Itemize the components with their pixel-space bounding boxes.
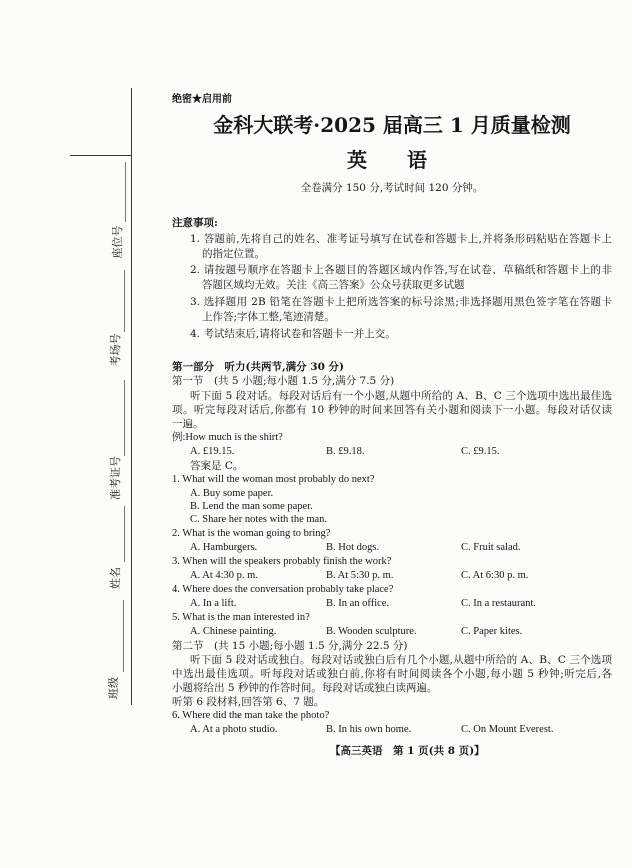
option-c: C. Share her notes with the man. bbox=[190, 514, 328, 525]
notice-item: 1. 答题前,先将自己的姓名、准考证号填写在试卷和答题卡上,并将条形码粘贴在答题卡上 bbox=[190, 233, 612, 245]
margin-field-name: 姓名 bbox=[109, 567, 122, 589]
option-c: C. Fruit salad. bbox=[461, 542, 521, 553]
example-question: 例:How much is the shirt? bbox=[172, 432, 283, 443]
margin-field-blank bbox=[124, 270, 125, 332]
section-directions: 听下面 5 段对话或独白。每段对话或独白后有几个小题,从题中所给的 A、B、C 三个选项 bbox=[190, 654, 612, 666]
option-c: C. At 6:30 p. m. bbox=[461, 570, 529, 581]
option-b: B. At 5:30 p. m. bbox=[326, 570, 394, 581]
option-a: A. In a lift. bbox=[190, 598, 237, 609]
question-text: 3. When will the speakers probably finish the work? bbox=[172, 556, 392, 567]
notice-heading: 注意事项: bbox=[172, 217, 218, 229]
part-heading: 第一部分 听力(共两节,满分 30 分) bbox=[172, 361, 345, 373]
option-b: B. Lend the man some paper. bbox=[190, 501, 313, 512]
option-b: B. In an office. bbox=[326, 598, 390, 609]
option-a: A. £19.15. bbox=[190, 446, 235, 457]
option-c: C. Paper kites. bbox=[461, 626, 523, 637]
question-text: 6. Where did the man take the photo? bbox=[172, 710, 330, 721]
section-directions: 项。听完每段对话后,你都有 10 秒钟的时间来回答有关小题和阅读下一小题。每段对话仅读 bbox=[172, 404, 612, 416]
binding-tick bbox=[70, 155, 131, 156]
notice-item: 2. 请按题号顺序在答题卡上各题目的答题区域内作答,写在试卷、草稿纸和答题卡上的非 bbox=[190, 264, 612, 276]
section-directions: 小题将给出 5 秒钟的作答时间。每段对话或独白读两遍。 bbox=[172, 682, 438, 694]
question-text: 2. What is the woman going to bring? bbox=[172, 528, 331, 539]
option-b: B. £9.18. bbox=[326, 446, 365, 457]
option-a: A. Chinese painting. bbox=[190, 626, 277, 637]
subject-title: 英 语 bbox=[347, 148, 437, 172]
option-b: B. In his own home. bbox=[326, 724, 412, 735]
binding-line bbox=[131, 88, 132, 705]
option-a: A. Hamburgers. bbox=[190, 542, 258, 553]
notice-item-continuation: 答题区域均无效。关注《高三答案》公众号获取更多试题 bbox=[202, 279, 465, 291]
option-a: A. Buy some paper. bbox=[190, 488, 274, 499]
question-options bbox=[0, 569, 632, 583]
section-directions: 听下面 5 段对话。每段对话后有一个小题,从题中所给的 A、B、C 三个选项中选出最佳选 bbox=[190, 390, 612, 402]
notice-item-continuation: 上作答;字体工整,笔迹清楚。 bbox=[202, 311, 335, 323]
section-directions: 中选出最佳选项。听每段对话或独白前,你将有时间阅读各个小题,每小题 5 秒钟;听完后,各 bbox=[172, 668, 612, 680]
notice-item: 3. 选择题用 2B 铅笔在答题卡上把所选答案的标号涂黑;非选择题用黑色签字笔在答题卡 bbox=[190, 296, 612, 308]
option-a: A. At a photo studio. bbox=[190, 724, 278, 735]
secret-label: 绝密★启用前 bbox=[172, 94, 232, 105]
question-options bbox=[0, 723, 632, 737]
option-b: B. Hot dogs. bbox=[326, 542, 380, 553]
exam-title: 金科大联考·2025 届高三 1 月质量检测 bbox=[213, 113, 571, 137]
margin-field-exam-room: 考场号 bbox=[109, 333, 122, 367]
option-a: A. At 4:30 p. m. bbox=[190, 570, 258, 581]
option-b: B. Wooden sculpture. bbox=[326, 626, 417, 637]
score-info: 全卷满分 150 分,考试时间 120 分钟。 bbox=[300, 182, 484, 194]
notice-item-continuation: 的指定位置。 bbox=[202, 248, 265, 260]
question-text: 1. What will the woman most probably do next? bbox=[172, 474, 375, 485]
section-heading: 第二节 (共 15 小题;每小题 1.5 分,满分 22.5 分) bbox=[172, 640, 408, 652]
question-options bbox=[0, 625, 632, 639]
margin-field-class: 班级 bbox=[107, 677, 120, 699]
question-options bbox=[0, 541, 632, 555]
example-answer: 答案是 C。 bbox=[190, 460, 244, 472]
notice-item: 4. 考试结束后,请将试卷和答题卡一并上交。 bbox=[190, 328, 396, 340]
option-c: C. On Mount Everest. bbox=[461, 724, 554, 735]
section-heading: 第一节 (共 5 小题;每小题 1.5 分,满分 7.5 分) bbox=[172, 375, 395, 387]
margin-field-admission-number: 准考证号 bbox=[109, 456, 122, 500]
example-options bbox=[0, 445, 632, 459]
page-footer: 【高三英语 第 1 页(共 8 页)】 bbox=[330, 745, 485, 757]
material-instruction: 听第 6 段材料,回答第 6、7 题。 bbox=[172, 696, 325, 708]
margin-field-seat-number: 座位号 bbox=[111, 225, 124, 259]
question-options bbox=[0, 597, 632, 611]
margin-field-blank bbox=[125, 162, 126, 222]
option-c: C. £9.15. bbox=[461, 446, 500, 457]
question-text: 5. What is the man interested in? bbox=[172, 612, 310, 623]
question-text: 4. Where does the conversation probably take place? bbox=[172, 584, 394, 595]
section-directions: 一遍。 bbox=[172, 418, 204, 430]
option-c: C. In a restaurant. bbox=[461, 598, 536, 609]
